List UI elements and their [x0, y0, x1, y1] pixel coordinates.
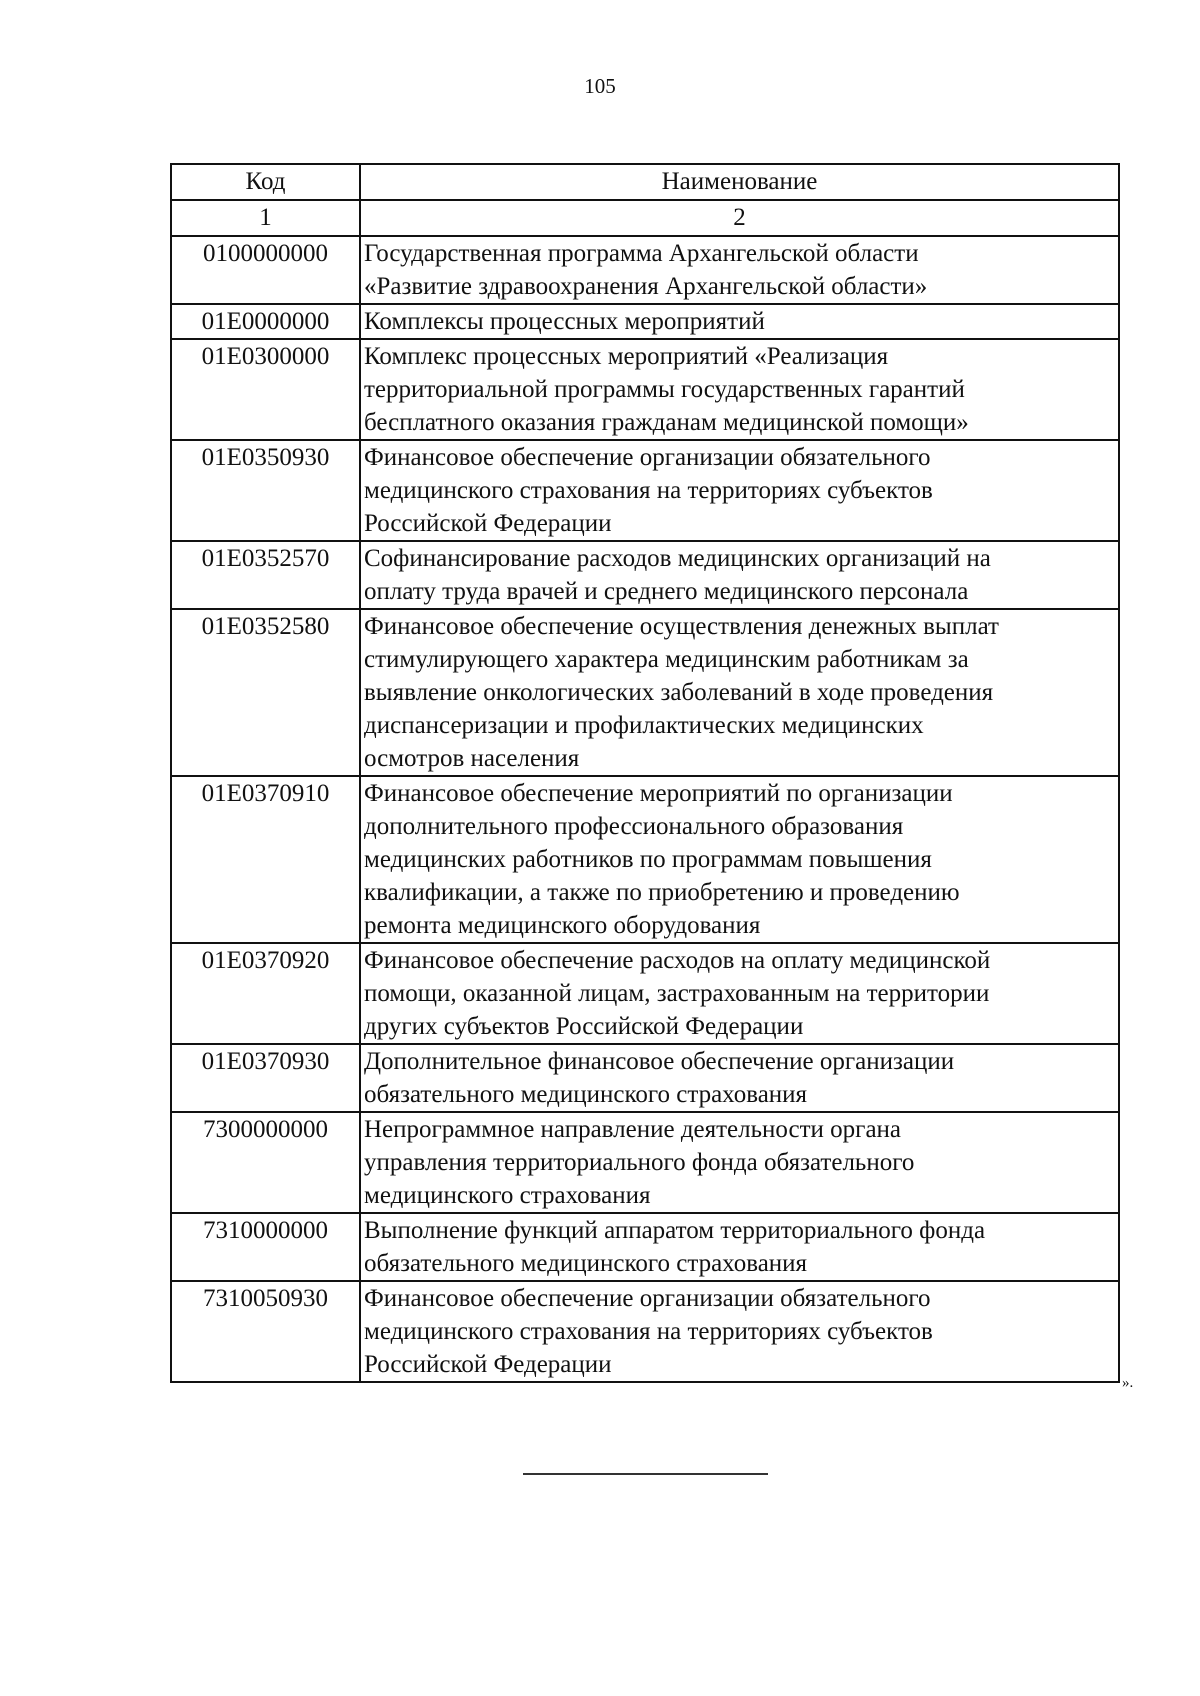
name-line: медицинского страхования — [364, 1182, 651, 1209]
table-row — [171, 236, 1119, 304]
name-line: обязательного медицинского страхования — [364, 1250, 808, 1277]
code-cell: 01Е0300000 — [171, 339, 360, 440]
name-line: других субъектов Российской Федерации — [364, 1013, 804, 1040]
name-line: Государственная программа Архангельской области — [364, 240, 919, 267]
name-cell — [360, 1213, 1119, 1281]
name-cell — [360, 1281, 1119, 1382]
column-number-row — [171, 200, 1119, 236]
table-row — [171, 943, 1119, 1044]
name-line: осмотров населения — [364, 745, 580, 772]
name-cell — [360, 236, 1119, 304]
name-line: Российской Федерации — [364, 510, 612, 537]
table-row — [171, 609, 1119, 776]
end-of-document-rule — [523, 1473, 768, 1475]
name-cell — [360, 776, 1119, 943]
name-line: Выполнение функций аппаратом территориального фонда — [364, 1217, 986, 1244]
name-cell — [360, 440, 1119, 541]
name-line: Финансовое обеспечение осуществления денежных выплат — [364, 613, 999, 640]
table-row — [171, 440, 1119, 541]
code-cell: 01Е0370930 — [171, 1044, 360, 1112]
name-cell — [360, 943, 1119, 1044]
name-cell — [360, 1044, 1119, 1112]
table-row — [171, 1044, 1119, 1112]
name-line: Софинансирование расходов медицинских организаций на — [364, 545, 991, 572]
code-cell: 7310050930 — [171, 1281, 360, 1382]
budget-code-table-container — [170, 163, 1118, 1383]
code-cell: 01Е0000000 — [171, 304, 360, 339]
name-cell — [360, 1112, 1119, 1213]
table-body — [171, 236, 1119, 1382]
name-line: Финансовое обеспечение организации обязательного — [364, 1285, 931, 1312]
name-line: Непрограммное направление деятельности органа — [364, 1116, 902, 1143]
name-cell — [360, 609, 1119, 776]
name-line: стимулирующего характера медицинским работникам за — [364, 646, 969, 673]
table-row — [171, 339, 1119, 440]
name-cell — [360, 339, 1119, 440]
table-row — [171, 1112, 1119, 1213]
name-line: «Развитие здравоохранения Архангельской области» — [364, 273, 928, 300]
table-row — [171, 304, 1119, 339]
name-line: обязательного медицинского страхования — [364, 1081, 808, 1108]
budget-code-table — [170, 163, 1120, 1383]
name-line: медицинских работников по программам повышения — [364, 846, 932, 873]
name-line: управления территориального фонда обязательного — [364, 1149, 915, 1176]
table-head — [171, 164, 1119, 236]
code-cell: 7300000000 — [171, 1112, 360, 1213]
table-row — [171, 776, 1119, 943]
name-line: Комплекс процессных мероприятий «Реализация — [364, 343, 889, 370]
name-line: Финансовое обеспечение организации обязательного — [364, 444, 931, 471]
name-line: оплату труда врачей и среднего медицинского персонала — [364, 578, 969, 605]
name-cell — [360, 541, 1119, 609]
name-line: Комплексы процессных мероприятий — [364, 308, 765, 335]
code-cell: 01Е0350930 — [171, 440, 360, 541]
name-line: медицинского страхования на территориях субъектов — [364, 1318, 933, 1345]
header-row — [171, 164, 1119, 200]
name-line: бесплатного оказания гражданам медицинской помощи» — [364, 409, 969, 436]
code-cell: 01Е0370920 — [171, 943, 360, 1044]
name-line: медицинского страхования на территориях субъектов — [364, 477, 933, 504]
column-number-name: 2 — [360, 200, 1119, 236]
table-row — [171, 1213, 1119, 1281]
name-line: квалификации, а также по приобретению и проведению — [364, 879, 960, 906]
table-row — [171, 1281, 1119, 1382]
header-code: Код — [171, 164, 360, 200]
name-line: территориальной программы государственных гарантий — [364, 376, 965, 403]
header-name: Наименование — [360, 164, 1119, 200]
name-line: помощи, оказанной лицам, застрахованным на территории — [364, 980, 990, 1007]
name-line: Российской Федерации — [364, 1351, 612, 1378]
name-line: диспансеризации и профилактических медицинских — [364, 712, 924, 739]
code-cell: 01Е0352570 — [171, 541, 360, 609]
name-line: выявление онкологических заболеваний в ходе проведения — [364, 679, 994, 706]
name-cell — [360, 304, 1119, 339]
code-cell: 01Е0370910 — [171, 776, 360, 943]
closing-quote-mark: ». — [1122, 1375, 1134, 1391]
name-line: Дополнительное финансовое обеспечение организации — [364, 1048, 955, 1075]
name-line: дополнительного профессионального образования — [364, 813, 904, 840]
code-cell: 0100000000 — [171, 236, 360, 304]
column-number-code: 1 — [171, 200, 360, 236]
page-number: 105 — [584, 74, 616, 98]
table-row — [171, 541, 1119, 609]
name-line: Финансовое обеспечение расходов на оплату медицинской — [364, 947, 991, 974]
code-cell: 7310000000 — [171, 1213, 360, 1281]
name-line: ремонта медицинского оборудования — [364, 912, 761, 939]
name-line: Финансовое обеспечение мероприятий по организации — [364, 780, 953, 807]
code-cell: 01Е0352580 — [171, 609, 360, 776]
